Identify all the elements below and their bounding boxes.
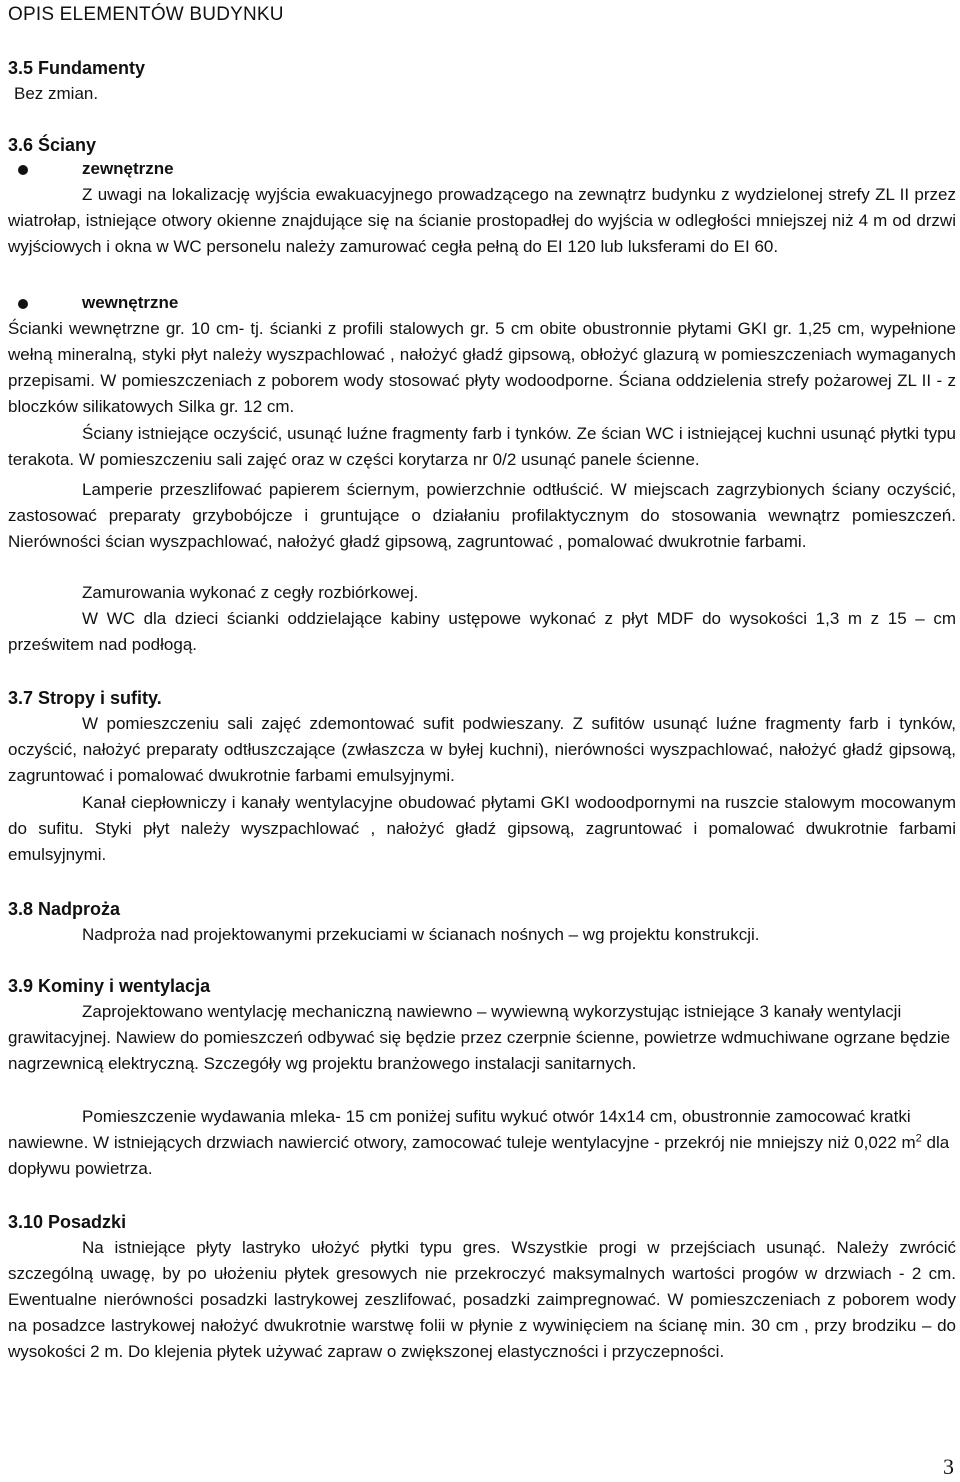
- walls-masonry-paragraph: Zamurowania wykonać z cegły rozbiórkowej.: [82, 583, 419, 602]
- section-3-5-text: Bez zmian.: [14, 84, 99, 103]
- superscript-2: 2: [915, 1132, 922, 1145]
- section-3-8-heading: 3.8 Nadproża: [8, 899, 121, 919]
- ventilation-paragraph-2: [8, 1104, 956, 1182]
- lintels-paragraph: Nadproża nad projektowanymi przekuciami w ścianach nośnych – wg projektu konstrukcji.: [82, 925, 760, 944]
- walls-internal-paragraph: Ścianki wewnętrzne gr. 10 cm- tj. ścianki z profili stalowych gr. 5 cm obite obustronnie płytami GKI gr. 1,25 cm, wypełnione wełną mineralną, styki płyt należy wyszpachlować , nałożyć gładź gipsową, obłożyć glazurą w pomieszczeniach wymaganych przepisami. W pomieszczeniach z poborem wody stosować płyty wodoodporne. Ściana oddzielenia strefy pożarowej ZL II - z bloczków silikatowych Silka gr. 12 cm.: [8, 319, 956, 416]
- section-3-10-heading: 3.10 Posadzki: [8, 1212, 127, 1232]
- section-3-7-heading: 3.7 Stropy i sufity.: [8, 688, 162, 708]
- section-3-9-heading: 3.9 Kominy i wentylacja: [8, 976, 211, 996]
- walls-existing-paragraph: Ściany istniejące oczyścić, usunąć luźne fragmenty farb i tynków. Ze ścian WC i istniejącej kuchni usunąć płytki typu terakota. W pomieszczeniu sali zajęć oraz w części korytarza nr 0/2 usunąć panele ścienne.: [8, 424, 956, 469]
- bullet-label-external: zewnętrzne: [82, 159, 174, 178]
- walls-wc-paragraph: W WC dla dzieci ścianki oddzielające kabiny ustępowe wykonać z płyt MDF do wysokości 1,3 m z 15 – cm prześwitem nad podłogą.: [8, 609, 956, 654]
- bullet-label-internal: wewnętrzne: [82, 293, 179, 312]
- ventilation-paragraph-1: Zaprojektowano wentylację mechaniczną nawiewno – wywiewną wykorzystując istniejące 3 kanały wentylacji grawitacyjnej. Nawiew do pomieszczeń odbywać się będzie przez czerpnie ścienne, powietrze wdmuchiwane ogrzane będzie nagrzewnicą elektryczną. Szczegóły wg projektu branżowego instalacji sanitarnych.: [8, 1002, 951, 1073]
- ceilings-paragraph-1: W pomieszczeniu sali zajęć zdemontować sufit podwieszany. Z sufitów usunąć luźne fragmenty farb i tynków, oczyścić, nałożyć preparaty odtłuszczające (zwłaszcza w byłej kuchni), nierówności wyszpachlować, nałożyć gładź gipsową, zagruntować i pomalować dwukrotnie farbami emulsyjnymi.: [8, 714, 956, 785]
- page-number: 3: [943, 1454, 954, 1479]
- ceilings-paragraph-2: Kanał ciepłowniczy i kanały wentylacyjne obudować płytami GKI wodoodpornymi na ruszcie stalowym mocowanym do sufitu. Styki płyt należy wyszpachlować , nałożyć gładź gipsową, zagruntować i pomalować dwukrotnie farbami emulsyjnymi.: [8, 793, 956, 864]
- walls-lamperie-paragraph: Lamperie przeszlifować papierem ściernym, powierzchnie odtłuścić. W miejscach zagrzybionych ściany oczyścić, zastosować preparaty grzybobójcze i gruntujące o działaniu profilaktycznym do stosowania wewnątrz pomieszczeń. Nierówności ścian wyszpachlować, nałożyć gładź gipsową, zagruntować , pomalować dwukrotnie farbami.: [8, 480, 956, 551]
- bullet-icon: [18, 299, 28, 309]
- bullet-icon: [18, 165, 28, 175]
- document-title: OPIS ELEMENTÓW BUDYNKU: [8, 4, 284, 25]
- ventilation-paragraph-2-end: dla dopływu powietrza.: [8, 1133, 950, 1178]
- section-3-5-heading: 3.5 Fundamenty: [8, 58, 146, 78]
- floors-paragraph: Na istniejące płyty lastryko ułożyć płytki typu gres. Wszystkie progi w przejściach usunąć. Należy zwrócić szczególną uwagę, by po ułożeniu płytek gresowych nie przekroczyć maksymalnych wartości progów w drzwiach - 2 cm. Ewentualne nierówności posadzki lastrykowej zeszlifować, posadzki zaimpregnować. W pomieszczeniach z poborem wody na posadzce lastrykowej nałożyć dwukrotnie warstwę folii w płynie z wywinięciem na ścianę min. 30 cm , przy brodziku – do wysokości 2 m. Do klejenia płytek używać zapraw o zwiększonej elastyczności i przyczepności.: [8, 1238, 956, 1361]
- walls-external-paragraph: Z uwagi na lokalizację wyjścia ewakuacyjnego prowadzącego na zewnątrz budynku z wydzielonej strefy ZL II przez wiatrołap, istniejące otwory okienne znajdujące się na ścianie prostopadłej do wyjścia w odległości mniejszej niż 4 m od drzwi wyjściowych i okna w WC personelu należy zamurować cegła pełną do EI 120 lub luksferami do EI 60.: [8, 185, 956, 256]
- ventilation-paragraph-2-text: Pomieszczenie wydawania mleka- 15 cm poniżej sufitu wykuć otwór 14x14 cm, obustronnie zamocować kratki nawiewne. W istniejących drzwiach nawiercić otwory, zamocować tuleje wentylacyjne - przekrój nie mniejszy niż 0,022 m: [8, 1107, 916, 1152]
- section-3-6-heading: 3.6 Ściany: [8, 135, 97, 155]
